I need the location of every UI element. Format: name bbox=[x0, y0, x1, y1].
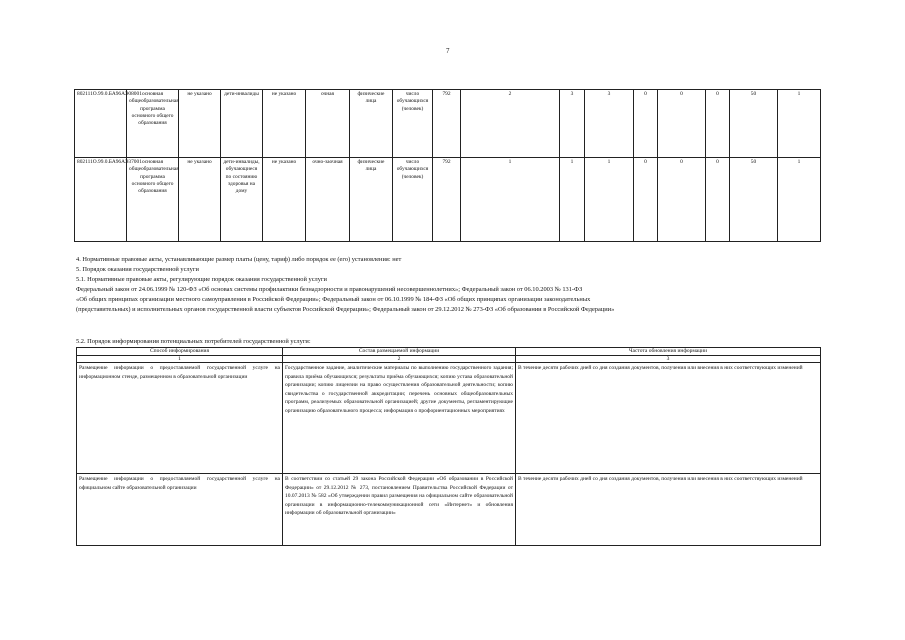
value-cell: 50 bbox=[730, 158, 778, 242]
table-row bbox=[77, 363, 821, 474]
registry-code: 802111О.99.0.БА96АЭ37001 bbox=[75, 158, 127, 242]
indicator-cell: число обучающихся (человек) bbox=[393, 90, 433, 158]
standard-cell: не указано bbox=[179, 90, 221, 158]
value-cell: 0 bbox=[706, 158, 730, 242]
content-cell: Государственное задание, аналитические материалы по выполнению государственного задания; правила приёма обучающихся; результаты приёма обучающихся; копию устава образовательной организации; копию лицензии на право осуществления образовательной деятельности; копию свидетельства о государственной аккредитации; перечень основных общеобразовательных программ, реализуемых образовательной организацией; другие документы, регламентирующие организацию образовательного процесса; информация о профориентационных мероприятиях bbox=[283, 363, 516, 474]
okei-cell: 792 bbox=[433, 158, 461, 242]
consumer-cell: физические лица bbox=[350, 90, 393, 158]
table-header-row bbox=[77, 348, 821, 356]
consumer-cell: физические лица bbox=[350, 158, 393, 242]
section-5-1-heading: 5.1. Нормативные правовые акты, регулирующие порядок оказания государственной услуги bbox=[76, 276, 327, 284]
column-number: 2 bbox=[283, 355, 516, 363]
value-cell: 1 bbox=[778, 90, 821, 158]
value-cell: 1 bbox=[585, 158, 634, 242]
value-cell: 0 bbox=[658, 158, 706, 242]
column-header: Частота обновления информации bbox=[516, 348, 821, 356]
table-row bbox=[75, 90, 821, 158]
value-cell: 2 bbox=[461, 90, 560, 158]
value-cell: 50 bbox=[730, 90, 778, 158]
informing-table bbox=[76, 347, 821, 546]
value-cell: 3 bbox=[585, 90, 634, 158]
indicator-cell: число обучающихся (человек) bbox=[393, 158, 433, 242]
column-header: Способ информирования bbox=[77, 348, 283, 356]
column-number-row bbox=[77, 355, 821, 363]
method-cell: Размещение информации о предоставляемой государственной услуге на официальном сайте образовательной организации bbox=[77, 474, 283, 546]
frequency-cell: В течение десяти рабочих дней со дня создания документов, получения или внесения в них соответствующих изменений bbox=[516, 474, 821, 546]
section-5-2-heading: 5.2. Порядок информирования потенциальных потребителей государственной услуги: bbox=[76, 338, 311, 345]
frequency-cell: В течение десяти рабочих дней со дня создания документов, получения или внесения в них соответствующих изменений bbox=[516, 363, 821, 474]
regulation-text bbox=[76, 255, 826, 316]
value-cell: 3 bbox=[560, 90, 585, 158]
standard-cell: не указано bbox=[179, 158, 221, 242]
column-number: 3 bbox=[516, 355, 821, 363]
method-cell: Размещение информации о предоставляемой государственной услуге на информационном стенде, размещенном в образовательной организации bbox=[77, 363, 283, 474]
category-cell: дети-инвалиды, обучающиеся по состоянию здоровья на дому bbox=[221, 158, 263, 242]
value-cell: 0 bbox=[706, 90, 730, 158]
table-row bbox=[75, 158, 821, 242]
value-cell: 1 bbox=[560, 158, 585, 242]
column-header: Состав размещаемой информации bbox=[283, 348, 516, 356]
volume-indicators-table bbox=[74, 89, 821, 242]
section-4: 4. Нормативные правовые акты, устанавливающие размер платы (цену, тариф) либо порядок ее (его) установления: нет bbox=[76, 256, 402, 263]
value-cell: 0 bbox=[634, 90, 658, 158]
value-cell: 0 bbox=[658, 90, 706, 158]
section-5-1-line: «Об общих принципах организации местного самоуправления в Российской Федерации»; Федеральный закон от 06.10.1999 № 184-ФЗ «Об общих принципах организации законодательных bbox=[76, 296, 591, 304]
place-cell: не указано bbox=[263, 158, 306, 242]
value-cell: 0 bbox=[634, 158, 658, 242]
section-5-1-line: (представительных) и исполнительных органов государственной власти субъектов Российской Федерации»; Федеральный закон от 29.12.2012 № 273-ФЗ «Об образовании в Российской Федерации» bbox=[76, 306, 615, 314]
form-cell: очная bbox=[306, 90, 350, 158]
program-cell: основная общеобразовательная программа основного общего образования bbox=[127, 158, 179, 242]
value-cell: 1 bbox=[778, 158, 821, 242]
place-cell: не указано bbox=[263, 90, 306, 158]
form-cell: очно-заочная bbox=[306, 158, 350, 242]
registry-code: 802111О.99.0.БА96АЭ08001 bbox=[75, 90, 127, 158]
program-cell: основная общеобразовательная программа основного общего образования bbox=[127, 90, 179, 158]
table-row bbox=[77, 474, 821, 546]
section-5-heading: 5. Порядок оказания государственной услуги bbox=[76, 266, 199, 274]
content-cell: В соответствии со статьей 29 закона Российской Федерации «Об образовании в Российской Федерации» от 29.12.2012 № 273, постановлением Правительства Российской Федерации от 10.07.2013 № 582 «Об утверждении правил размещения на официальном сайте образовательной организации в информационно-телекоммуникационной сети «Интернет» и обновления информации об образовательной организации» bbox=[283, 474, 516, 546]
category-cell: дети-инвалиды bbox=[221, 90, 263, 158]
value-cell: 1 bbox=[461, 158, 560, 242]
section-5-1-line: Федеральный закон от 24.06.1999 № 120-ФЗ «Об основах системы профилактики безнадзорности и правонарушений несовершеннолетних»; Федеральный закон от 06.10.2003 № 131-ФЗ bbox=[76, 286, 583, 294]
column-number: 1 bbox=[77, 355, 283, 363]
page-number: 7 bbox=[446, 47, 450, 55]
okei-cell: 792 bbox=[433, 90, 461, 158]
